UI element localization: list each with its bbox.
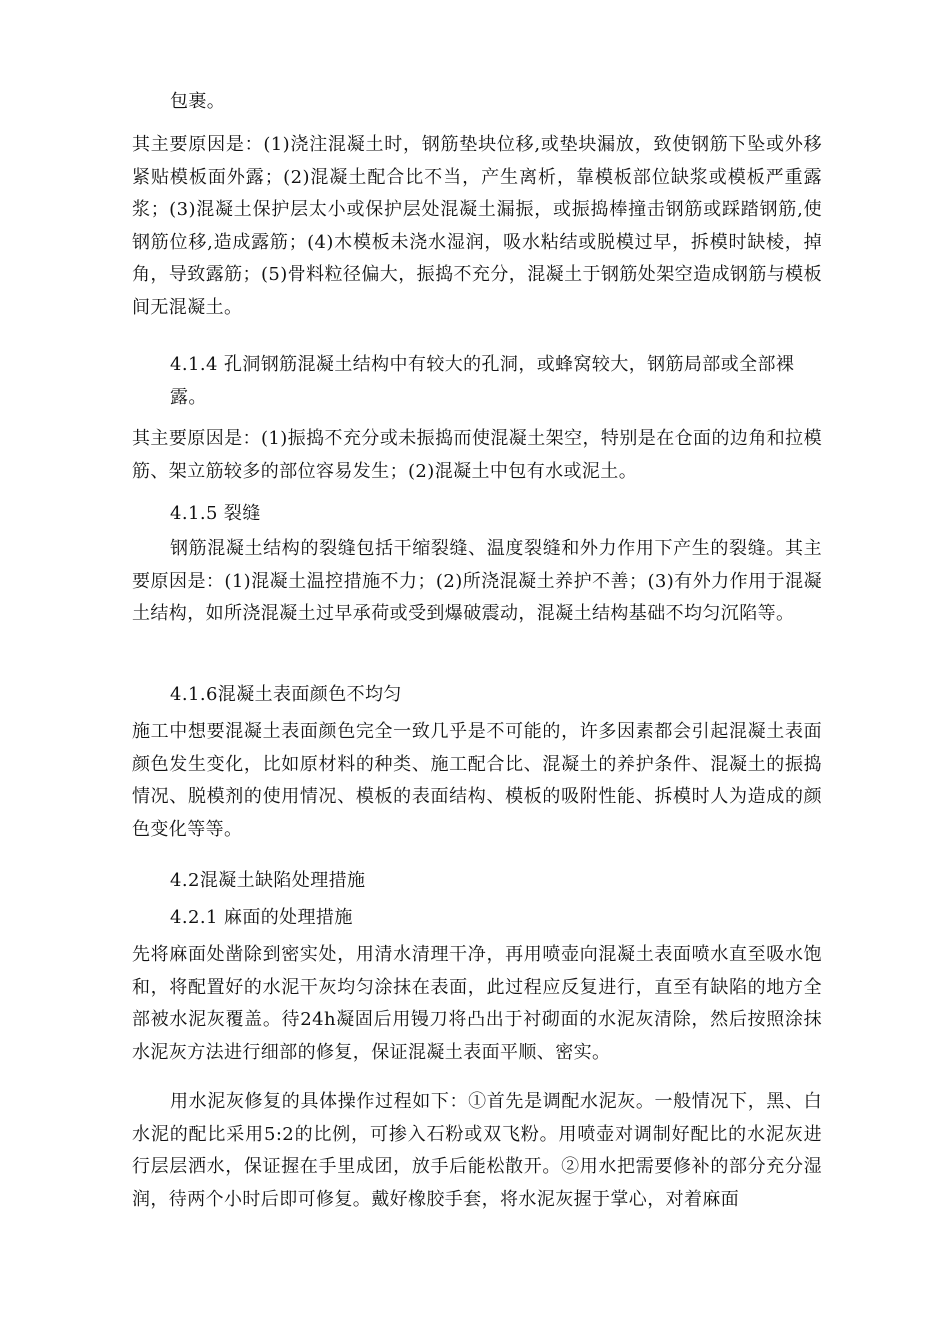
section-heading-4-1-5: 4.1.5 裂缝 [170, 503, 261, 524]
paragraph-repair-procedure: 用水泥灰修复的具体操作过程如下：①首先是调配水泥灰。一般情况下，黑、白水泥的配比采用5:2的比例，可掺入石粉或双飞粉。用喷壶对调制好配比的水泥灰进行层层洒水，保证握在手里成团，放手后能松散开。②用水把需要修补的部分充分湿润，待两个小时后即可修复。戴好橡胶手套，将水泥灰握于掌心，对着麻面 [132, 1091, 822, 1210]
paragraph-color-variation: 施工中想要混凝土表面颜色完全一致几乎是不可能的，许多因素都会引起混凝土表面颜色发生变化，比如原材料的种类、施工配合比、混凝土的养护条件、混凝土的振捣情况、脱模剂的使用情况、模板的表面结构、模板的吸附性能、拆模时人为造成的颜色变化等等。 [132, 721, 822, 840]
section-heading-4-2-1: 4.2.1 麻面的处理措施 [170, 907, 353, 928]
paragraph-exposed-rebar-causes: 其主要原因是：(1)浇注混凝土时，钢筋垫块位移,或垫块漏放，致使钢筋下坠或外移紧贴模板面外露；(2)混凝土配合比不当，产生离析，靠模板部位缺浆或模板严重露浆；(3)混凝土保护层太小或保护层处混凝土漏振，或振捣棒撞击钢筋或踩踏钢筋,使钢筋位移,造成露筋；(4)木模板未浇水湿润，吸水粘结或脱模过早，拆模时缺棱，掉角，导致露筋；(5)骨料粒径偏大，振捣不充分，混凝土于钢筋处架空造成钢筋与模板间无混凝土。 [132, 134, 822, 318]
section-heading-4-2: 4.2混凝土缺陷处理措施 [170, 870, 366, 891]
continuation-text: 包裹。 [170, 91, 226, 112]
section-heading-4-1-4: 4.1.4 孔洞钢筋混凝土结构中有较大的孔洞，或蜂窝较大，钢筋局部或全部裸露。 [170, 354, 795, 408]
paragraph-hole-causes: 其主要原因是：(1)振捣不充分或未振捣而使混凝土架空，特别是在仓面的边角和拉模筋、架立筋较多的部位容易发生；(2)混凝土中包有水或泥土。 [132, 428, 822, 482]
paragraph-crack-causes: 钢筋混凝土结构的裂缝包括干缩裂缝、温度裂缝和外力作用下产生的裂缝。其主要原因是：(1)混凝土温控措施不力；(2)所浇混凝土养护不善；(3)有外力作用于混凝土结构，如所浇混凝土过早承荷或受到爆破震动，混凝土结构基础不均匀沉陷等。 [132, 538, 822, 625]
section-heading-4-1-6: 4.1.6混凝土表面颜色不均匀 [170, 684, 402, 705]
paragraph-pitted-surface-treatment: 先将麻面处凿除到密实处，用清水清理干净，再用喷壶向混凝土表面喷水直至吸水饱和，将配置好的水泥干灰均匀涂抹在表面，此过程应反复进行，直至有缺陷的地方全部被水泥灰覆盖。待24h凝固后用镘刀将凸出于衬砌面的水泥灰清除，然后按照涂抹水泥灰方法进行细部的修复，保证混凝土表面平顺、密实。 [132, 944, 822, 1063]
